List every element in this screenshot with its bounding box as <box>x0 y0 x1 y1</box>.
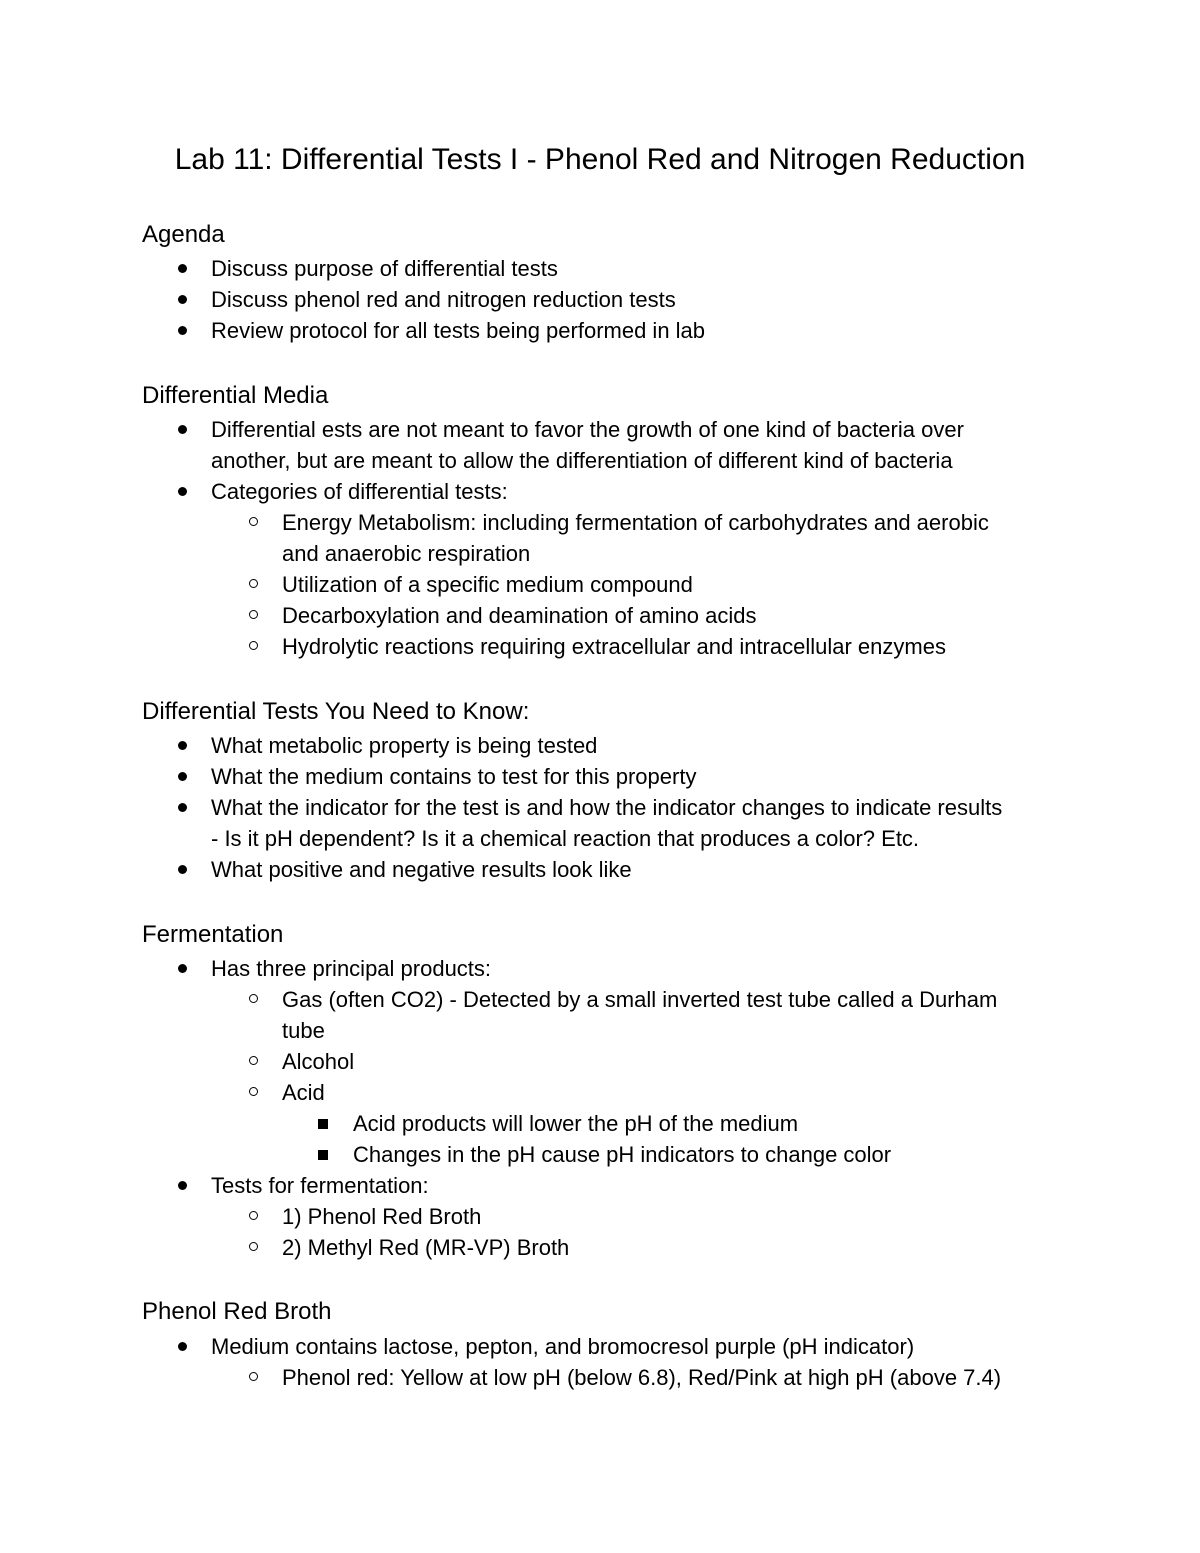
bullet-circle-icon <box>249 1211 258 1220</box>
sub-list-item: 1) Phenol Red Broth <box>282 1204 482 1229</box>
heading-differential-media: Differential Media <box>142 382 329 409</box>
bullet-circle-icon <box>249 579 258 588</box>
sub-list-item: Decarboxylation and deamination of amino acids <box>282 603 757 628</box>
list-item: Review protocol for all tests being performed in lab <box>211 318 706 343</box>
bullet-dot-icon <box>178 772 187 781</box>
sub-sub-list-item: Acid products will lower the pH of the medium <box>353 1111 799 1136</box>
bullet-circle-icon <box>249 517 258 526</box>
list-item-continuation: - Is it pH dependent? Is it a chemical reaction that produces a color? Etc. <box>211 826 920 851</box>
bullet-dot-icon <box>178 326 187 335</box>
bullet-square-icon <box>318 1119 328 1129</box>
bullet-circle-icon <box>249 610 258 619</box>
list-item: What metabolic property is being tested <box>211 733 598 758</box>
bullet-dot-icon <box>178 425 187 434</box>
bullet-circle-icon <box>249 1087 258 1096</box>
sub-sub-list-item: Changes in the pH cause pH indicators to change color <box>353 1142 892 1167</box>
bullet-dot-icon <box>178 803 187 812</box>
bullet-dot-icon <box>178 865 187 874</box>
bullet-circle-icon <box>249 1372 258 1381</box>
bullet-dot-icon <box>178 964 187 973</box>
sub-list-item: Utilization of a specific medium compound <box>282 572 693 597</box>
bullet-square-icon <box>318 1150 328 1160</box>
list-item: Medium contains lactose, pepton, and bromocresol purple (pH indicator) <box>211 1334 915 1359</box>
bullet-dot-icon <box>178 1342 187 1351</box>
bullet-circle-icon <box>249 1056 258 1065</box>
bullet-dot-icon <box>178 487 187 496</box>
sub-list-item: Alcohol <box>282 1049 355 1074</box>
list-item-continuation: another, but are meant to allow the differentiation of different kind of bacteria <box>211 448 953 473</box>
bullet-circle-icon <box>249 641 258 650</box>
sub-list-item-continuation: and anaerobic respiration <box>282 541 531 566</box>
sub-list-item: Hydrolytic reactions requiring extracellular and intracellular enzymes <box>282 634 946 659</box>
bullet-dot-icon <box>178 741 187 750</box>
document-title: Lab 11: Differential Tests I - Phenol Red and Nitrogen Reduction <box>174 143 1026 176</box>
heading-phenol-red-broth: Phenol Red Broth <box>142 1298 332 1325</box>
sub-list-item: Phenol red: Yellow at low pH (below 6.8), Red/Pink at high pH (above 7.4) <box>282 1365 1002 1390</box>
bullet-dot-icon <box>178 264 187 273</box>
list-item: What the indicator for the test is and how the indicator changes to indicate results <box>211 795 1003 820</box>
sub-list-item: Energy Metabolism: including fermentation of carbohydrates and aerobic <box>282 510 989 535</box>
list-item: Categories of differential tests: <box>211 479 508 504</box>
list-item: Discuss phenol red and nitrogen reduction tests <box>211 287 676 312</box>
bullet-dot-icon <box>178 295 187 304</box>
heading-tests-to-know: Differential Tests You Need to Know: <box>142 698 530 725</box>
heading-agenda: Agenda <box>142 221 225 248</box>
heading-fermentation: Fermentation <box>142 921 284 948</box>
list-item: Discuss purpose of differential tests <box>211 256 558 281</box>
list-item: What positive and negative results look like <box>211 857 632 882</box>
sub-list-item: Gas (often CO2) - Detected by a small inverted test tube called a Durham <box>282 987 998 1012</box>
bullet-circle-icon <box>249 994 258 1003</box>
sub-list-item-continuation: tube <box>282 1018 325 1043</box>
bullet-dot-icon <box>178 1181 187 1190</box>
sub-list-item: 2) Methyl Red (MR-VP) Broth <box>282 1235 570 1260</box>
list-item: What the medium contains to test for this property <box>211 764 697 789</box>
bullet-circle-icon <box>249 1242 258 1251</box>
list-item: Differential ests are not meant to favor the growth of one kind of bacteria over <box>211 417 964 442</box>
list-item: Tests for fermentation: <box>211 1173 429 1198</box>
list-item: Has three principal products: <box>211 956 492 981</box>
sub-list-item: Acid <box>282 1080 325 1105</box>
